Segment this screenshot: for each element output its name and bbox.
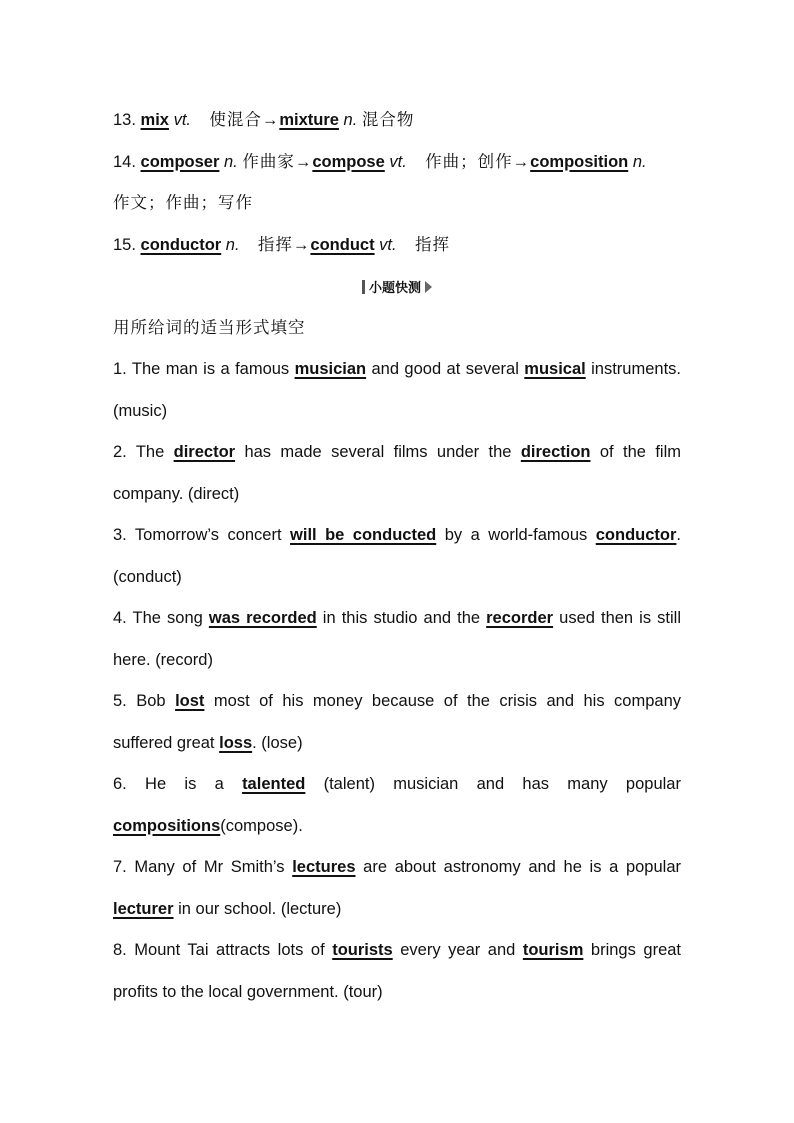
part-of-speech: vt. [389, 152, 407, 171]
vocab-item-13 [113, 100, 681, 142]
meaning: 使混合→ [209, 111, 280, 129]
exercise-2-line2: company. (direct) [113, 484, 240, 503]
part-of-speech: vt. [173, 111, 191, 129]
item-number: 15. [113, 235, 136, 254]
answer-blank: director [173, 443, 236, 461]
part-of-speech: n. [632, 152, 647, 171]
answer-word: composition [530, 152, 629, 171]
exercise-4-line2: here. (record) [113, 650, 213, 669]
answer-word: mixture [279, 111, 339, 129]
exercise-4: 4. The song was recorded in this studio and the recorder used then is still [113, 609, 681, 627]
exercise-1: 1. The man is a famous musician and good at several musical instruments. [113, 360, 681, 378]
meaning: 作曲；创作→ [425, 152, 531, 171]
answer-blank: lectures [292, 858, 356, 876]
exercise-7-line2: lecturer in our school. (lecture) [113, 899, 342, 918]
answer-blank: tourism [522, 941, 584, 959]
answer-blank: was recorded [208, 609, 317, 627]
exercise-3: 3. Tomorrow’s concert will be conducted by a world-famous conductor. [113, 526, 681, 544]
answer-word: conductor [140, 235, 222, 254]
meaning: 指挥 [414, 235, 450, 254]
answer-blank: recorder [486, 609, 554, 627]
exercise-8-line2: profits to the local government. (tour) [113, 982, 383, 1001]
exercise-8: 8. Mount Tai attracts lots of tourists every year and tourism brings great [113, 941, 681, 959]
answer-word: conduct [310, 235, 375, 254]
answer-blank: talented [242, 775, 306, 793]
exercise-1-line2: (music) [113, 401, 168, 420]
answer-blank: loss [219, 733, 253, 752]
vocab-item-15 [113, 225, 681, 267]
exercise-5: 5. Bob lost most of his money because of the crisis and his company [113, 692, 681, 710]
item-number: 14. [113, 152, 136, 171]
answer-blank: musician [294, 360, 367, 378]
answer-word: composer [140, 152, 220, 171]
bar-icon [362, 280, 365, 294]
vocab-item-14-continued: 作文；作曲；写作 [113, 194, 253, 212]
meaning: 混合物 [361, 111, 415, 129]
answer-word: compose [312, 152, 385, 171]
item-number: 13. [113, 111, 136, 129]
answer-blank: direction [520, 443, 591, 461]
exercise-7: 7. Many of Mr Smith’s lectures are about astronomy and he is a popular [113, 858, 681, 876]
document-page [113, 100, 681, 1013]
answer-word: mix [140, 111, 169, 129]
exercise-2: 2. The director has made several films under the direction of the film [113, 443, 681, 461]
instruction: 用所给词的适当形式填空 [113, 318, 306, 337]
answer-blank: will be conducted [290, 526, 437, 544]
part-of-speech: n. [343, 111, 358, 129]
part-of-speech: n. [223, 152, 238, 171]
answer-blank: tourists [332, 941, 393, 959]
part-of-speech: vt. [379, 235, 397, 254]
exercise-3-line2: (conduct) [113, 567, 182, 586]
triangle-right-icon [425, 281, 432, 293]
vocab-item-14 [113, 142, 681, 184]
meaning: 指挥→ [257, 235, 311, 254]
exercise-6-line2: compositions(compose). [113, 816, 303, 835]
meaning: 作曲家→ [242, 152, 313, 171]
exercise-6: 6. He is a talented (talent) musician and has many popular [113, 775, 681, 793]
part-of-speech: n. [225, 235, 240, 254]
section-label [113, 266, 681, 308]
exercise-5-line2: suffered great loss. (lose) [113, 733, 303, 752]
answer-blank: lecturer [113, 899, 174, 918]
answer-blank: compositions [113, 816, 221, 835]
answer-blank: musical [524, 360, 586, 378]
answer-blank: conductor [595, 526, 677, 544]
section-label-text: 小题快测 [368, 280, 421, 296]
answer-blank: lost [175, 692, 205, 710]
